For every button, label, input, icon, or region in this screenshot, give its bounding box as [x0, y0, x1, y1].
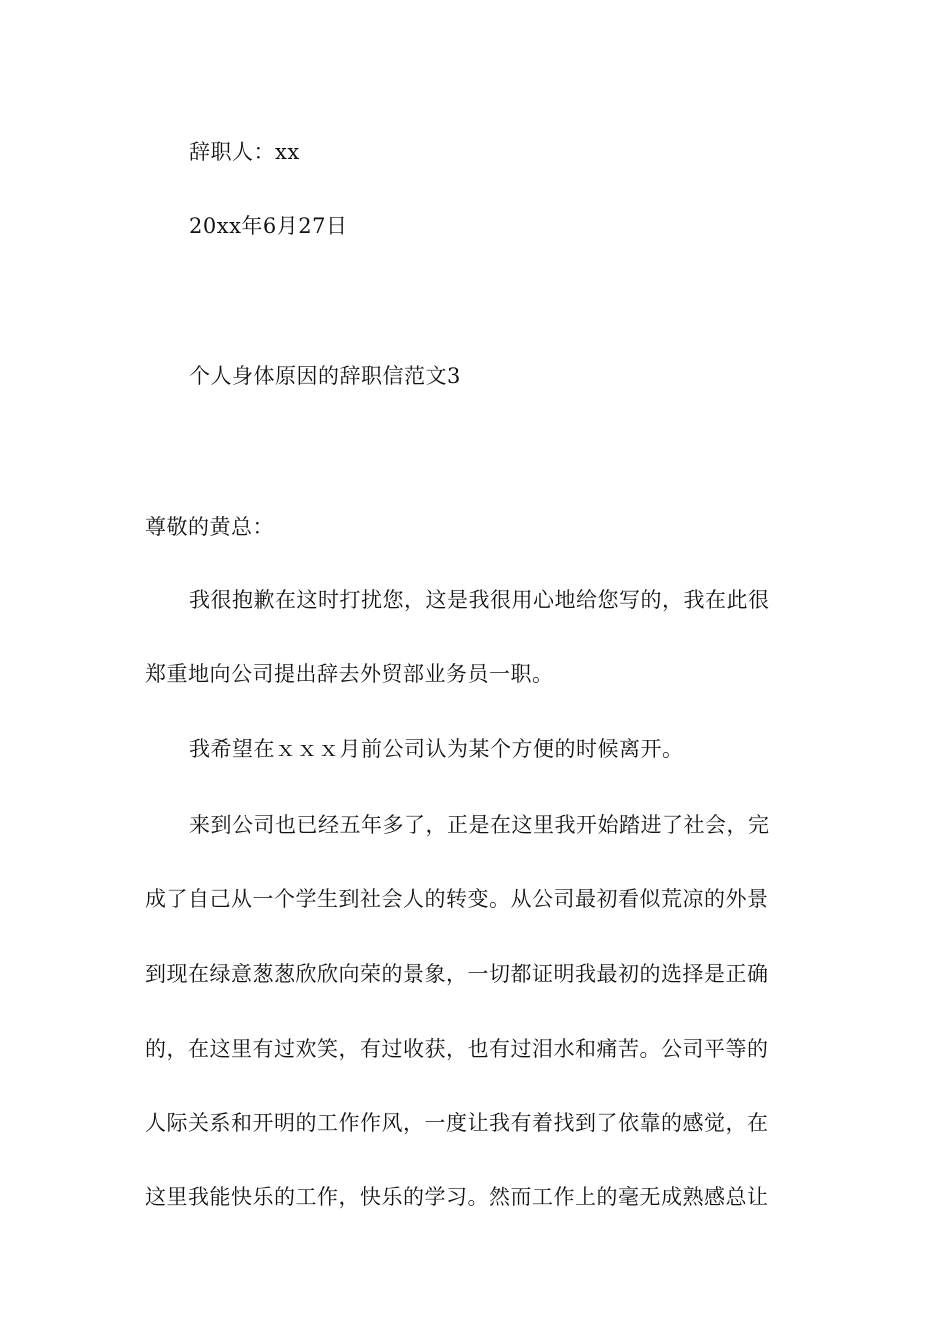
paragraph-line: 这里我能快乐的工作，快乐的学习。然而工作上的毫无成熟感总让 — [145, 1185, 769, 1209]
section-title: 个人身体原因的辞职信范文3 — [189, 364, 461, 388]
paragraph-line: 郑重地向公司提出辞去外贸部业务员一职。 — [145, 662, 554, 686]
date-line: 20xx年6月27日 — [189, 214, 348, 238]
resigner-line: 辞职人：xx — [189, 140, 300, 164]
salutation: 尊敬的黄总： — [145, 515, 274, 539]
paragraph-line: 我很抱歉在这时打扰您，这是我很用心地给您写的，我在此很 — [189, 588, 770, 612]
paragraph-line: 成了自己从一个学生到社会人的转变。从公司最初看似荒凉的外景 — [145, 887, 769, 911]
paragraph-line: 我希望在ｘｘｘ月前公司认为某个方便的时候离开。 — [189, 737, 684, 761]
paragraph-line: 人际关系和开明的工作作风，一度让我有着找到了依靠的感觉，在 — [145, 1111, 769, 1135]
paragraph-line: 来到公司也已经五年多了，正是在这里我开始踏进了社会，完 — [189, 813, 770, 837]
paragraph-line: 的，在这里有过欢笑，有过收获，也有过泪水和痛苦。公司平等的 — [145, 1037, 769, 1061]
paragraph-line: 到现在绿意葱葱欣欣向荣的景象，一切都证明我最初的选择是正确 — [145, 962, 769, 986]
